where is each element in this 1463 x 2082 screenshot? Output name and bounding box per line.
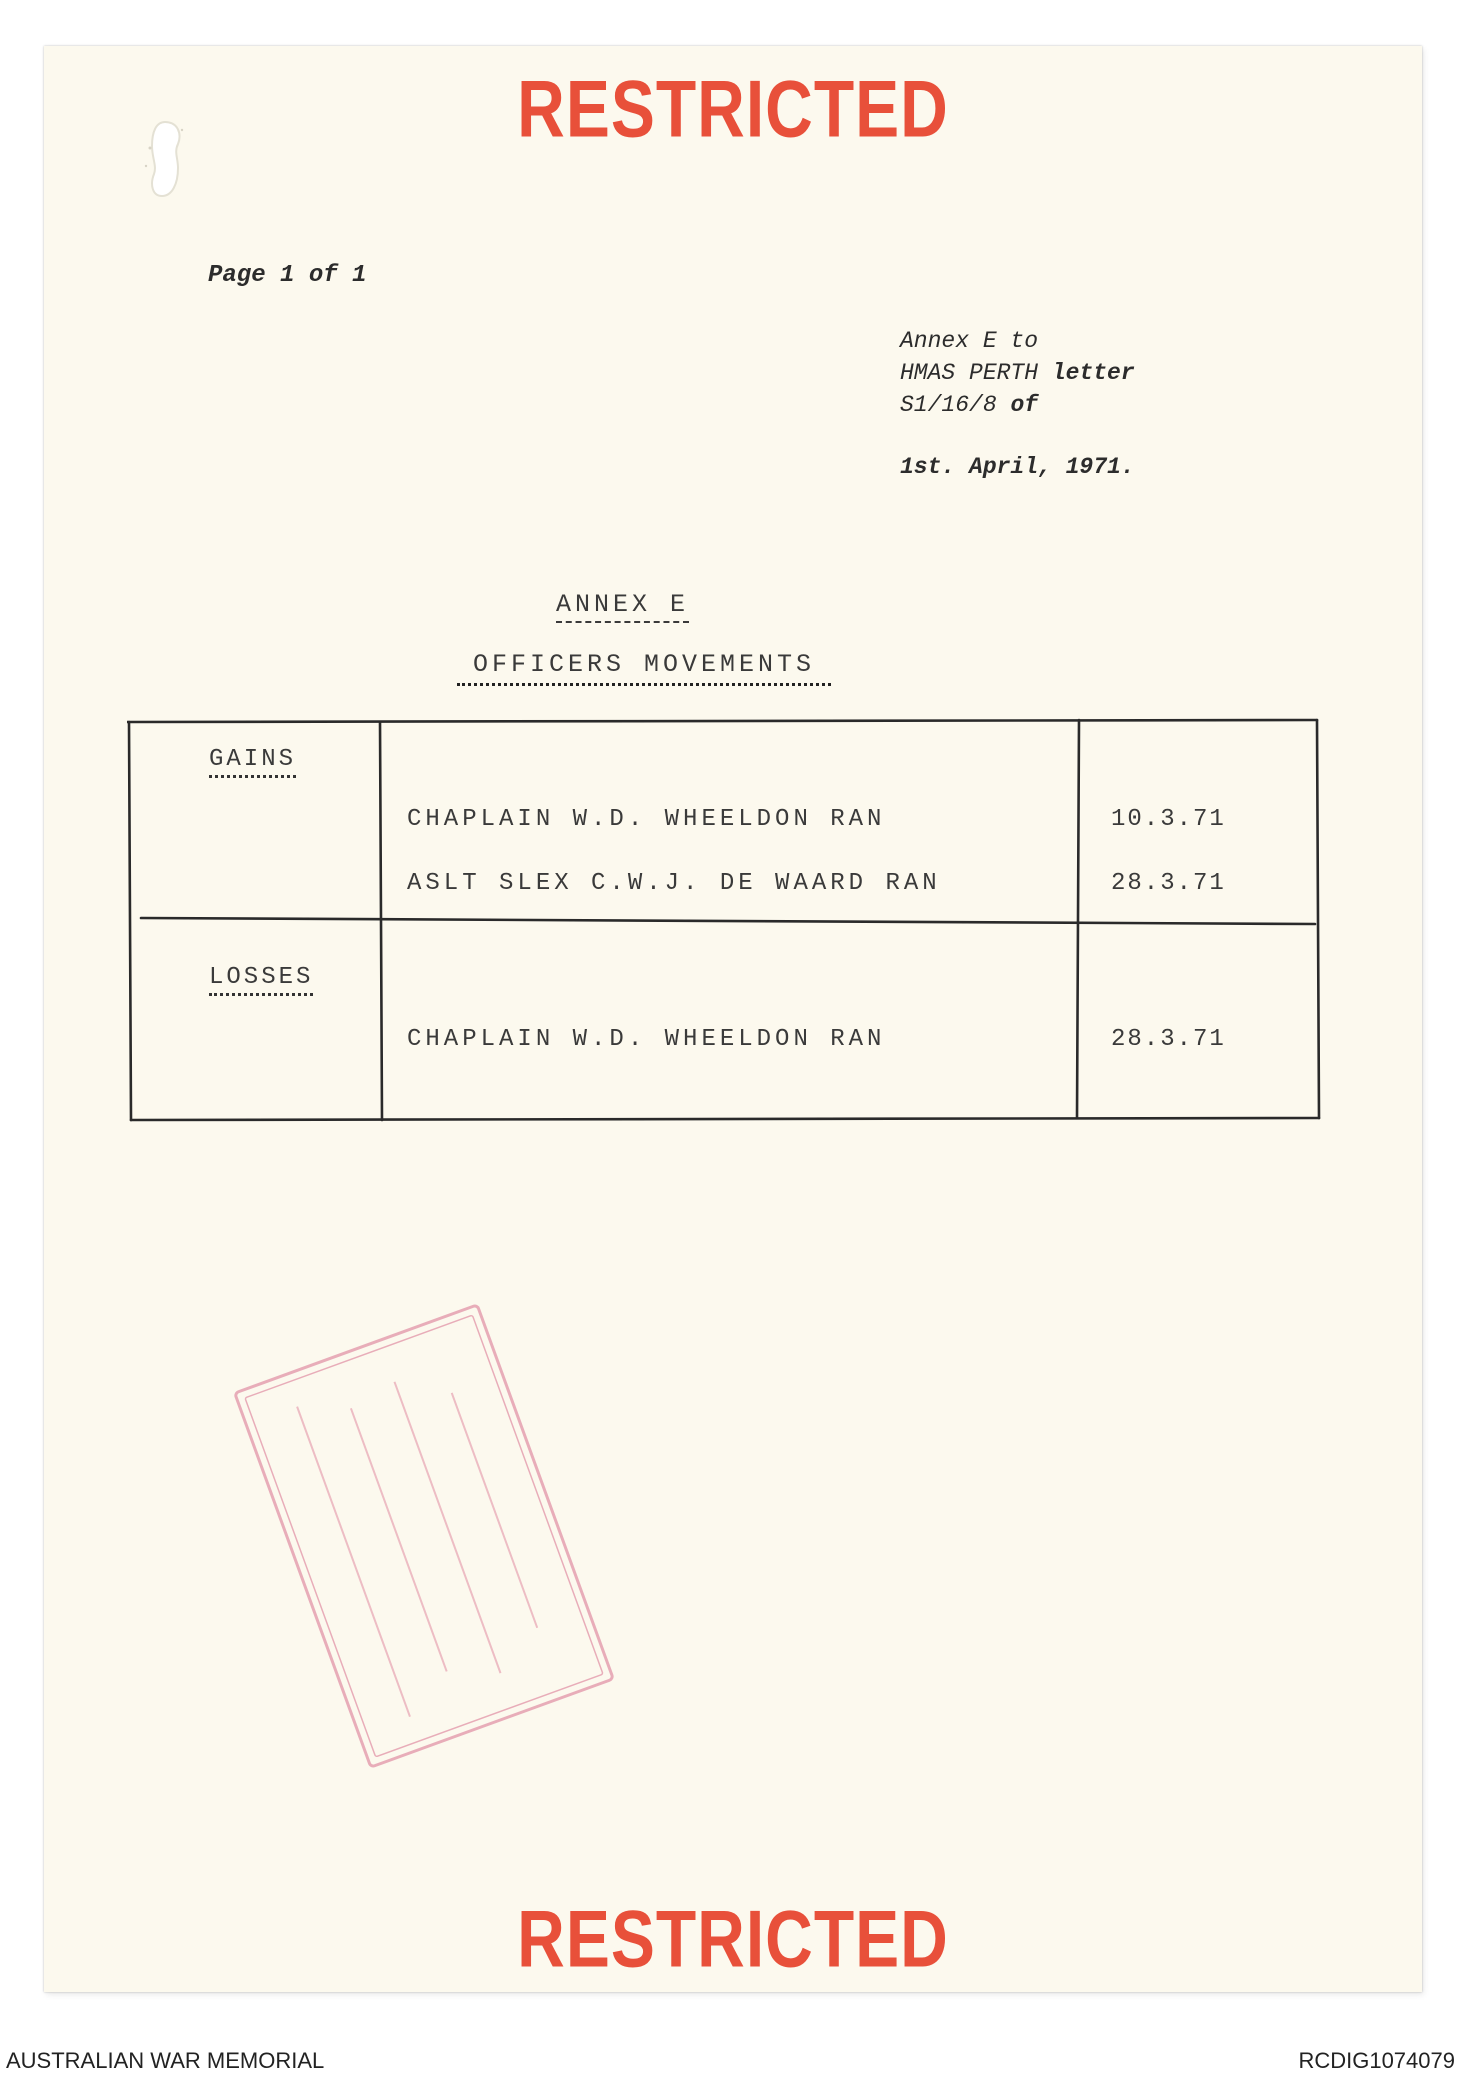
- received-stamp-icon: [227, 1297, 621, 1775]
- document-page: [44, 46, 1422, 1992]
- letter-word: letter: [1051, 360, 1135, 386]
- classification-marking-bottom: RESTRICTED: [517, 1893, 949, 1984]
- losses-date-1: 28.3.71: [1111, 1026, 1226, 1053]
- annex-reference-ship-line: [900, 360, 1135, 386]
- annex-subtitle: OFFICERS MOVEMENTS: [457, 650, 831, 686]
- letter-date: 1st. April, 1971.: [900, 454, 1135, 480]
- page-number: Page 1 of 1: [208, 262, 367, 289]
- file-reference: S1/16/8: [900, 392, 997, 418]
- losses-officer-1: CHAPLAIN W.D. WHEELDON RAN: [407, 1026, 886, 1053]
- losses-heading: LOSSES: [209, 964, 313, 996]
- archive-credit: AUSTRALIAN WAR MEMORIAL: [6, 2048, 325, 2073]
- of-word: of: [1010, 392, 1039, 418]
- gains-date-1: 10.3.71: [1111, 806, 1226, 833]
- archive-item-id: RCDIG1074079: [1298, 2048, 1455, 2073]
- annex-reference-file-line: [900, 392, 1038, 418]
- annex-title: ANNEX E: [556, 590, 689, 623]
- annex-reference-line: Annex E to: [900, 328, 1039, 354]
- gains-date-2: 28.3.71: [1111, 870, 1226, 897]
- table-grid-lines: [127, 718, 1367, 1138]
- ship-name: HMAS PERTH: [900, 360, 1039, 386]
- gains-heading: GAINS: [209, 746, 296, 778]
- gains-officer-2: ASLT SLEX C.W.J. DE WAARD RAN: [407, 870, 941, 897]
- classification-marking-top: RESTRICTED: [517, 63, 949, 154]
- gains-officer-1: CHAPLAIN W.D. WHEELDON RAN: [407, 806, 886, 833]
